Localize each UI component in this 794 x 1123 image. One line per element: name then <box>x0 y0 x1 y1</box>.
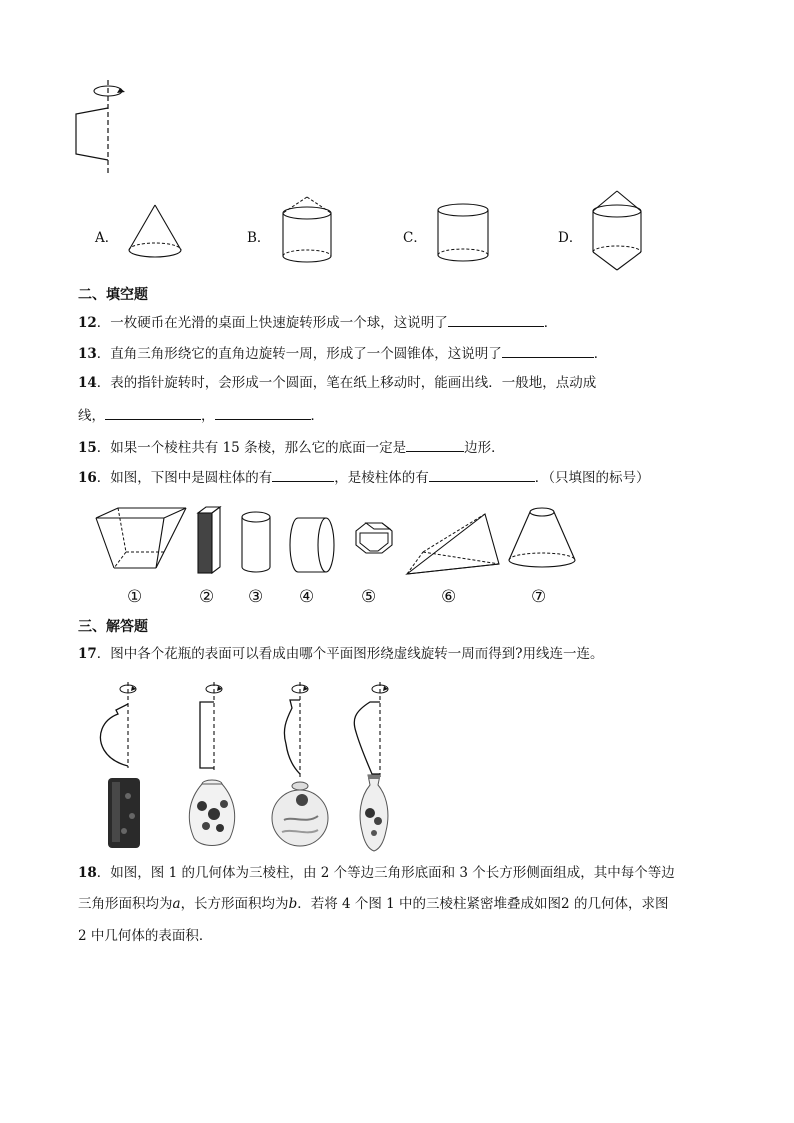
answer-blank[interactable] <box>406 437 464 452</box>
answer-blank[interactable] <box>448 312 544 327</box>
answer-blank[interactable] <box>215 405 311 420</box>
vase-profile-1 <box>96 680 146 770</box>
answer-blank[interactable] <box>272 467 334 482</box>
question-text: ．若将 4 个图 1 中的三棱柱紧密堆叠成如图2 的几何体，求图 <box>297 896 669 912</box>
figure-label-5: ⑤ <box>361 587 377 607</box>
question-text: ．直角三角形绕它的直角边旋转一周，形成了一个圆锥体，这说明了 <box>96 346 502 362</box>
question-number: 16 <box>78 470 97 486</box>
globe-vase-photo <box>268 776 333 851</box>
rotation-figure-q11 <box>70 78 130 178</box>
cylinder-icon <box>436 200 506 270</box>
option-a-label: A． <box>95 230 119 246</box>
question-18-line2 <box>78 895 668 913</box>
question-18-line3 <box>78 927 212 945</box>
cylinder-figure-3 <box>240 510 280 580</box>
question-text: 2 中几何体的表面积． <box>78 928 213 944</box>
section-heading-answer: 三、解答题 <box>78 619 148 635</box>
variable-b: b <box>288 896 298 912</box>
question-text: ．一枚硬币在光滑的桌面上快速旋转形成一个球，这说明了 <box>96 315 448 331</box>
question-text: 边形． <box>464 440 505 456</box>
question-text: ．表的指针旋转时，会形成一个圆面，笔在纸上移动时，能画出线．一般地，点动成 <box>96 375 597 391</box>
frustum-prism-figure-1 <box>94 506 194 576</box>
edge-count: 15 <box>222 440 240 456</box>
answer-blank[interactable] <box>105 405 201 420</box>
frustum-figure-7 <box>505 506 585 576</box>
option-c-label: C． <box>403 230 427 246</box>
period: ． <box>593 346 608 362</box>
question-number: 12 <box>78 315 97 331</box>
question-number: 15 <box>78 440 97 456</box>
question-text: 三角形面积均为 <box>78 896 173 912</box>
question-text: ．如图，下图中是圆柱体的有 <box>96 470 273 486</box>
question-13 <box>78 343 607 363</box>
figure-label-7: ⑦ <box>531 587 547 607</box>
round-floral-vase-photo <box>184 776 244 851</box>
figure-label-3: ③ <box>248 587 264 607</box>
question-text: ，长方形面积均为 <box>180 896 289 912</box>
cone-icon <box>125 203 205 263</box>
question-text: 线， <box>78 408 105 424</box>
cylinder-with-cone-top-icon <box>280 196 350 271</box>
question-16 <box>78 467 650 487</box>
question-number: 14 <box>78 375 97 391</box>
question-18-line1 <box>78 864 675 882</box>
question-text: ，是棱柱体的有 <box>334 470 429 486</box>
question-14-line1 <box>78 374 596 392</box>
question-12 <box>78 312 557 332</box>
question-15 <box>78 437 505 457</box>
option-b-label: B． <box>247 230 271 246</box>
section-heading-fill-in: 二、填空题 <box>78 287 148 303</box>
horizontal-cylinder-figure-4 <box>286 516 336 576</box>
question-text: ．（只填图的标号） <box>534 470 650 486</box>
triangular-prism-figure-6 <box>405 512 505 582</box>
option-d-label: D． <box>558 230 583 246</box>
cuboid-figure-2 <box>196 505 226 575</box>
tall-floral-vase-photo <box>352 773 397 853</box>
cylinder-with-cones-icon <box>590 190 660 275</box>
answer-blank[interactable] <box>502 343 594 358</box>
vase-profile-3 <box>276 680 316 780</box>
period: ． <box>543 315 558 331</box>
question-text: ．图中各个花瓶的表面可以看成由哪个平面图形绕虚线旋转一周而得到?用线连一连。 <box>96 646 604 662</box>
figure-label-4: ④ <box>299 587 315 607</box>
question-text: ．如果一个棱柱共有 <box>96 440 223 456</box>
figure-label-2: ② <box>199 587 215 607</box>
question-text: ．如图，图 1 的几何体为三棱柱，由 2 个等边三角形底面和 3 个长方形侧面组成，其中每个等边 <box>96 865 675 881</box>
comma: ， <box>201 408 215 424</box>
question-text: 条棱，那么它的底面一定是 <box>239 440 407 456</box>
answer-blank[interactable] <box>429 467 535 482</box>
question-number: 18 <box>78 865 97 881</box>
period: ． <box>310 408 324 424</box>
vase-profile-2 <box>194 680 234 775</box>
cylindrical-vase-photo <box>106 776 146 851</box>
octagonal-prism-figure-5 <box>352 519 402 569</box>
question-14-line2 <box>78 405 324 425</box>
question-number: 17 <box>78 646 97 662</box>
question-17 <box>78 645 604 663</box>
question-number: 13 <box>78 346 97 362</box>
variable-a: a <box>172 896 181 912</box>
figure-label-6: ⑥ <box>441 587 457 607</box>
vase-profile-4 <box>350 680 395 780</box>
figure-label-1: ① <box>127 587 143 607</box>
